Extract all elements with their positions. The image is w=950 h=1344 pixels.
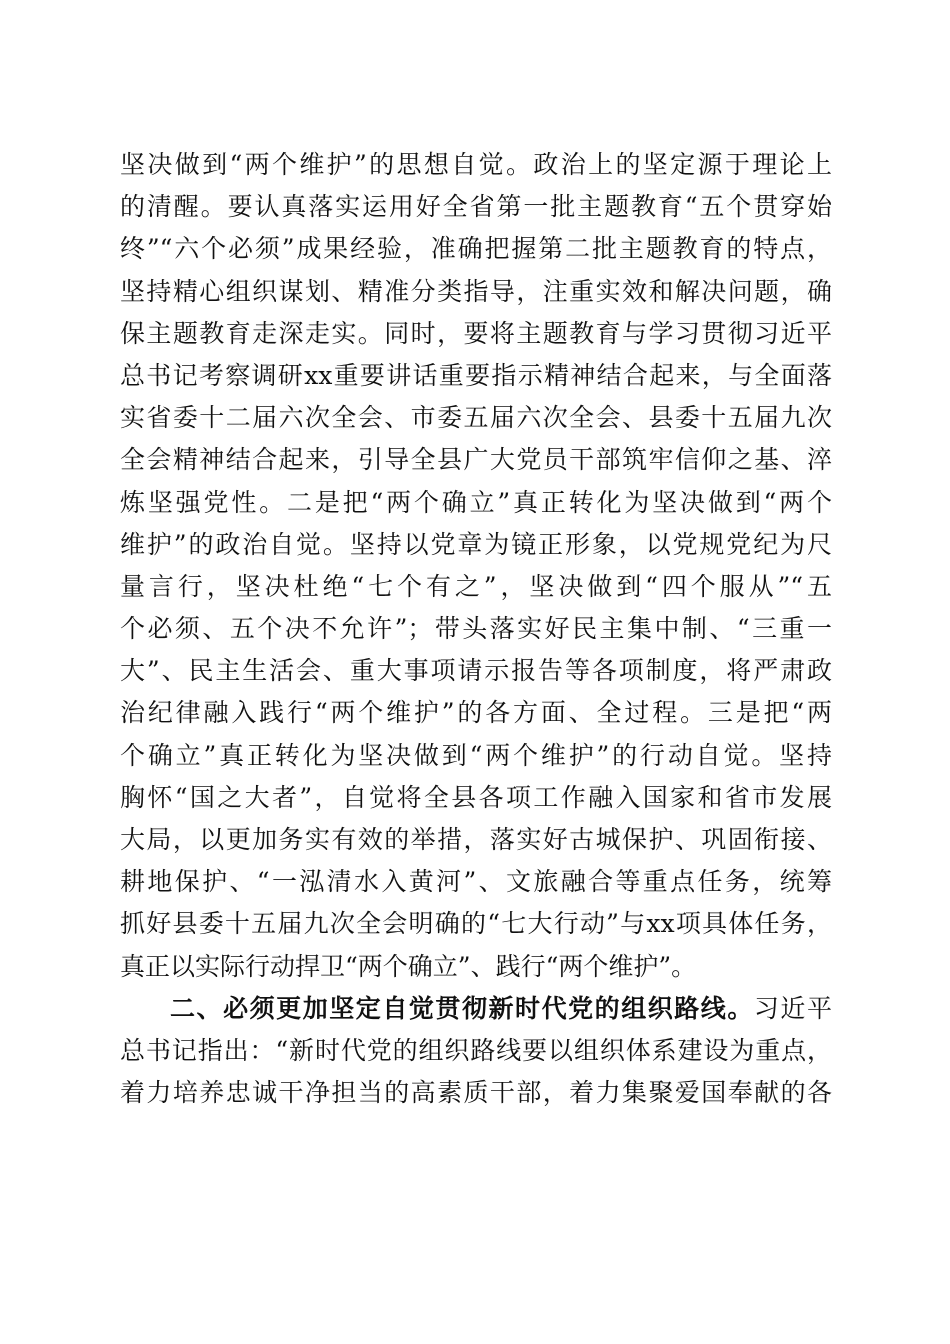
- text-line: 全会精神结合起来，引导全县广大党员干部筑牢信仰之基、淬: [120, 445, 832, 475]
- text-line: 实省委十二届六次全会、市委五届六次全会、县委十五届九次: [120, 403, 832, 433]
- text-line: 坚持精心组织谋划、精准分类指导，注重实效和解决问题，确: [120, 276, 832, 306]
- section-heading-line: [120, 988, 832, 1030]
- paragraph-1: [120, 144, 832, 988]
- text-line: 耕地保护、“一泓清水入黄河”、文旅融合等重点任务，统筹: [120, 867, 832, 897]
- heading-line-rest: 习近平: [753, 993, 832, 1023]
- text-line: 总书记考察调研xx重要讲话重要指示精神结合起来，与全面落: [120, 360, 832, 390]
- section-heading: 二、必须更加坚定自觉贯彻新时代党的组织路线。: [170, 993, 754, 1023]
- text-line: 量言行，坚决杜绝“七个有之”，坚决做到“四个服从”“五: [120, 571, 832, 601]
- text-line: 维护”的政治自觉。坚持以党章为镜正形象，以党规党纪为尺: [120, 529, 832, 559]
- text-line: 胸怀“国之大者”，自觉将全县各项工作融入国家和省市发展: [120, 782, 832, 812]
- text-line: 坚决做到“两个维护”的思想自觉。政治上的坚定源于理论上: [120, 150, 832, 179]
- text-line: 总书记指出：“新时代党的组织路线要以组织体系建设为重点，: [120, 1035, 832, 1065]
- text-line: 个必须、五个决不允许”；带头落实好民主集中制、“三重一: [120, 614, 832, 644]
- text-line: 抓好县委十五届九次全会明确的“七大行动”与xx项具体任务，: [120, 909, 832, 939]
- text-line: 保主题教育走深走实。同时，要将主题教育与学习贯彻习近平: [120, 318, 832, 348]
- text-line: 终”“六个必须”成果经验，准确把握第二批主题教育的特点，: [120, 234, 832, 264]
- text-line: 着力培养忠诚干净担当的高素质干部，着力集聚爱国奉献的各: [120, 1078, 832, 1108]
- text-line: 炼坚强党性。二是把“两个确立”真正转化为坚决做到“两个: [120, 487, 832, 517]
- text-line: 真正以实际行动捍卫“两个确立”、践行“两个维护”。: [120, 951, 697, 981]
- text-line: 治纪律融入践行“两个维护”的各方面、全过程。三是把“两: [120, 698, 832, 728]
- document-body: [120, 144, 832, 1114]
- text-line: 个确立”真正转化为坚决做到“两个维护”的行动自觉。坚持: [120, 740, 832, 770]
- text-line: 大局，以更加务实有效的举措，落实好古城保护、巩固衔接、: [120, 825, 832, 854]
- text-line: 大”、民主生活会、重大事项请示报告等各项制度，将严肃政: [120, 656, 832, 686]
- text-line: 的清醒。要认真落实运用好全省第一批主题教育“五个贯穿始: [120, 192, 832, 222]
- paragraph-2: [120, 988, 832, 1115]
